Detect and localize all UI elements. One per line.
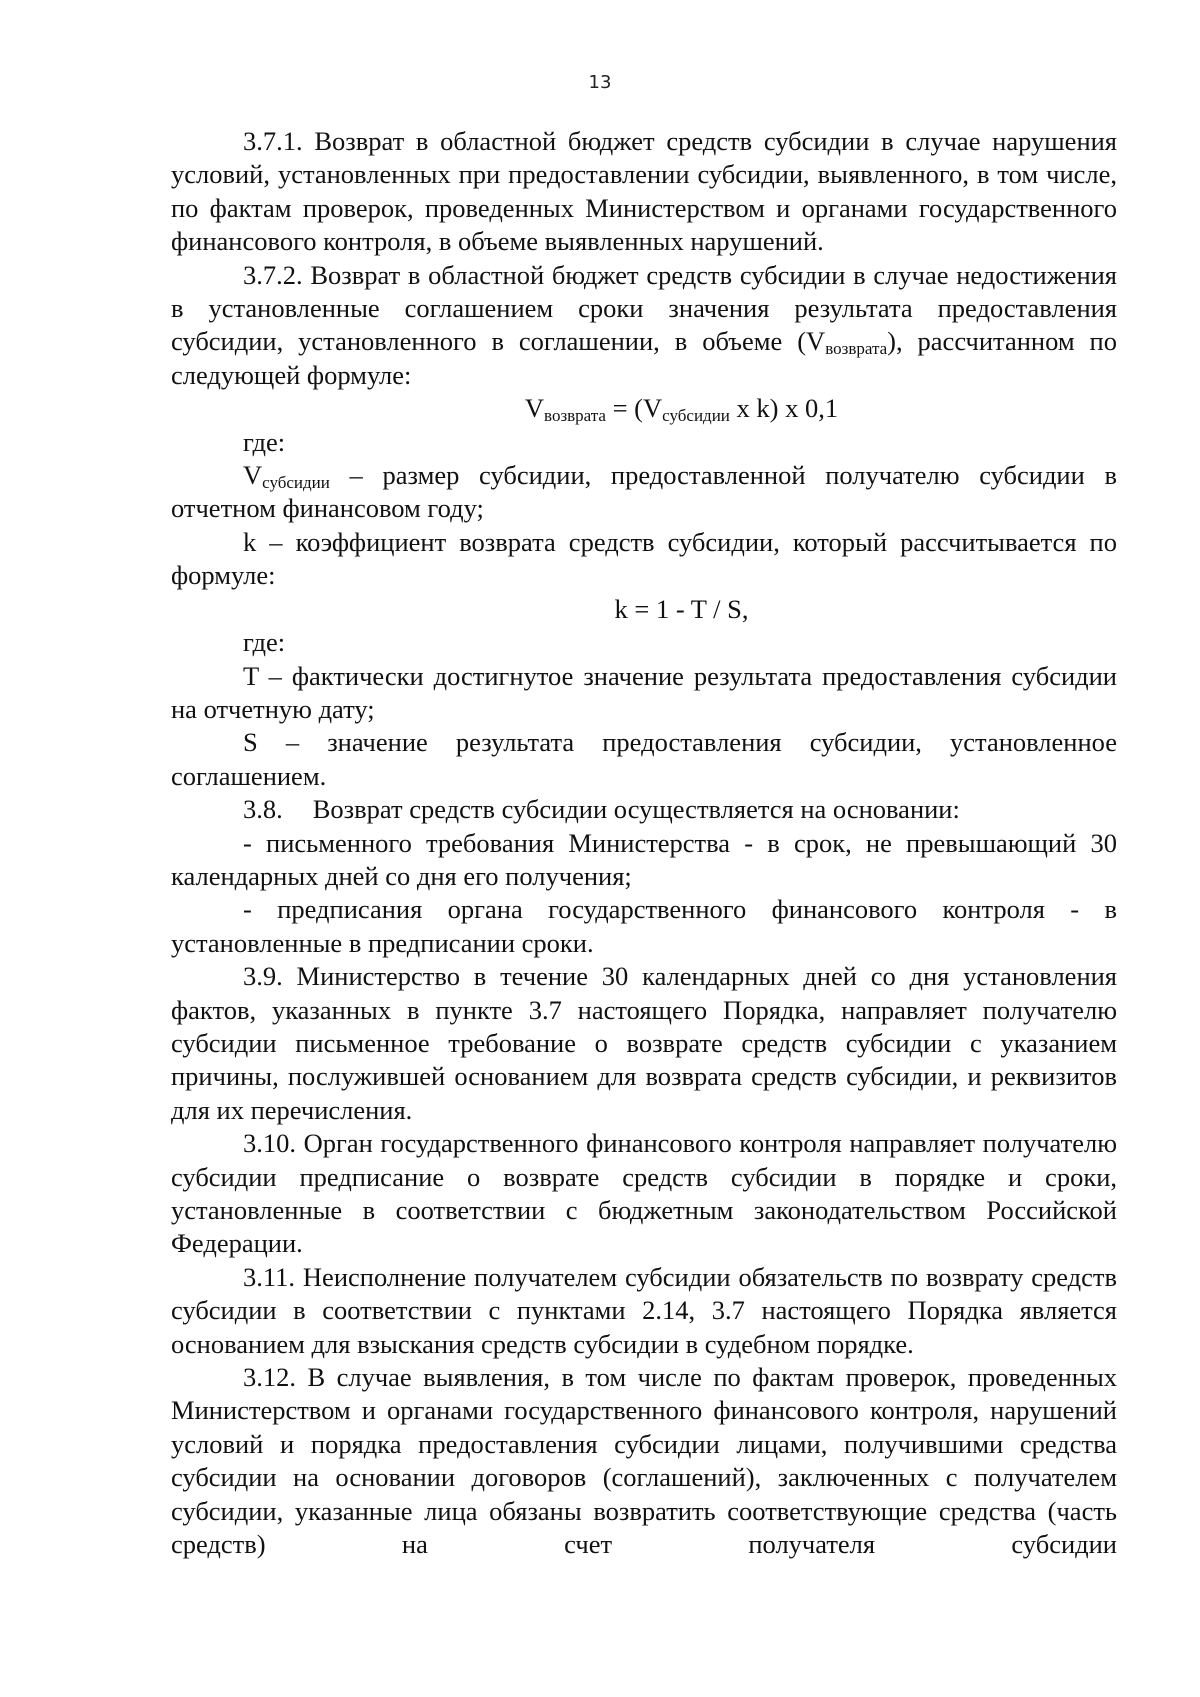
paragraph-3-12 bbox=[171, 1361, 1117, 1561]
list-item: - предписания органа государственного финансового контроля - в установленные в предписании сроки. bbox=[171, 894, 1117, 958]
paragraph-text: Орган государственного финансового контроля направляет получателю субсидии предписание о возврате средств субсидии в порядке и сроки, установленные в соответствии с бюджетным законодательством Российской Федерации. bbox=[171, 1128, 1117, 1259]
definition-text: – размер субсидии, предоставленной получателю субсидии в отчетном финансовом году; bbox=[171, 460, 1117, 524]
definition-v-subsidy bbox=[171, 459, 1117, 526]
document-body bbox=[171, 125, 1117, 1561]
paragraph-number: 3.11. bbox=[243, 1261, 296, 1292]
where-label: где: bbox=[243, 627, 286, 658]
paragraph-3-7-1 bbox=[171, 125, 1117, 259]
subscript: возврата bbox=[825, 339, 888, 359]
subscript: возврата bbox=[544, 406, 606, 426]
paragraph-number: 3.8. bbox=[243, 794, 283, 825]
paragraph-text: Неисполнение получателем субсидии обязательств по возврату средств субсидии в соответствии с пунктами 2.14, 3.7 настоящего Порядка является основанием для взыскания средств субсидии в судебном порядке. bbox=[171, 1261, 1117, 1359]
paragraph-number: 3.9. bbox=[243, 961, 283, 992]
paragraph-text: В случае выявления, в том числе по фактам проверок, проведенных Министерством и органами государственного финансового контроля, нарушений условий и порядка предоставления субсидии лицами, получившими средства субсидии на основании договоров (соглашений), заключенных с получателем субсидии, указанные лица обязаны возвратить соответствующие средства (часть средств) на счет получателя субсидии bbox=[171, 1362, 1117, 1560]
formula-part: x k) x 0,1 bbox=[729, 393, 839, 424]
paragraph-3-8 bbox=[171, 793, 1117, 826]
list-item: - письменного требования Министерства - в срок, не превышающий 30 календарных дней со дня его получения; bbox=[171, 827, 1117, 891]
definition-s: S – значение результата предоставления субсидии, установленное соглашением. bbox=[171, 727, 1117, 791]
formula-return-volume bbox=[171, 392, 1117, 425]
formula-k: k = 1 - T / S, bbox=[614, 593, 749, 624]
paragraph-text-tail: ), рассчитанном по следующей формуле: bbox=[171, 326, 1117, 390]
paragraph-text: Возврат в областной бюджет средств субсидии в случае нарушения условий, установленных при предоставлении субсидии, выявленного, в том числе, по фактам проверок, проведенных Министерством и органами государственного финансового контроля, в объеме выявленных нарушений. bbox=[171, 126, 1117, 257]
subscript: субсидии bbox=[662, 406, 730, 426]
definition-k: k – коэффициент возврата средств субсидии, который рассчитывается по формуле: bbox=[171, 526, 1117, 591]
paragraph-3-11 bbox=[171, 1261, 1117, 1361]
paragraph-number: 3.7.1. bbox=[243, 126, 303, 156]
paragraph-number: 3.7.2. bbox=[243, 259, 303, 290]
paragraph-number: 3.12. bbox=[243, 1362, 296, 1393]
paragraph-3-9 bbox=[171, 960, 1117, 1127]
paragraph-text: Возврат средств субсидии осуществляется на основании: bbox=[312, 794, 960, 825]
page-number: 13 bbox=[588, 72, 612, 93]
formula-symbol: V bbox=[524, 393, 545, 424]
paragraph-text: Возврат в областной бюджет средств субсидии в случае недостижения в установленные соглашением сроки значения результата предоставления субсидии, установленного в соглашении, в объеме (V bbox=[171, 259, 1117, 357]
paragraph-text: Министерство в течение 30 календарных дней со дня установления фактов, указанных в пункте 3.7 настоящего Порядка, направляет получателю субсидии письменное требование о возврате средств субсидии с указанием причины, послужившей основанием для возврата средств субсидии, и реквизитов для их перечисления. bbox=[171, 961, 1117, 1125]
paragraph-3-7-2 bbox=[171, 259, 1117, 393]
definition-t: T – фактически достигнутое значение результата предоставления субсидии на отчетную дату; bbox=[171, 660, 1117, 724]
where-label: где: bbox=[243, 426, 286, 457]
formula-part: = (V bbox=[605, 393, 663, 424]
paragraph-number: 3.10. bbox=[243, 1128, 296, 1159]
paragraph-3-10 bbox=[171, 1127, 1117, 1261]
subscript: субсидии bbox=[262, 473, 330, 493]
formula-symbol: V bbox=[243, 460, 263, 491]
